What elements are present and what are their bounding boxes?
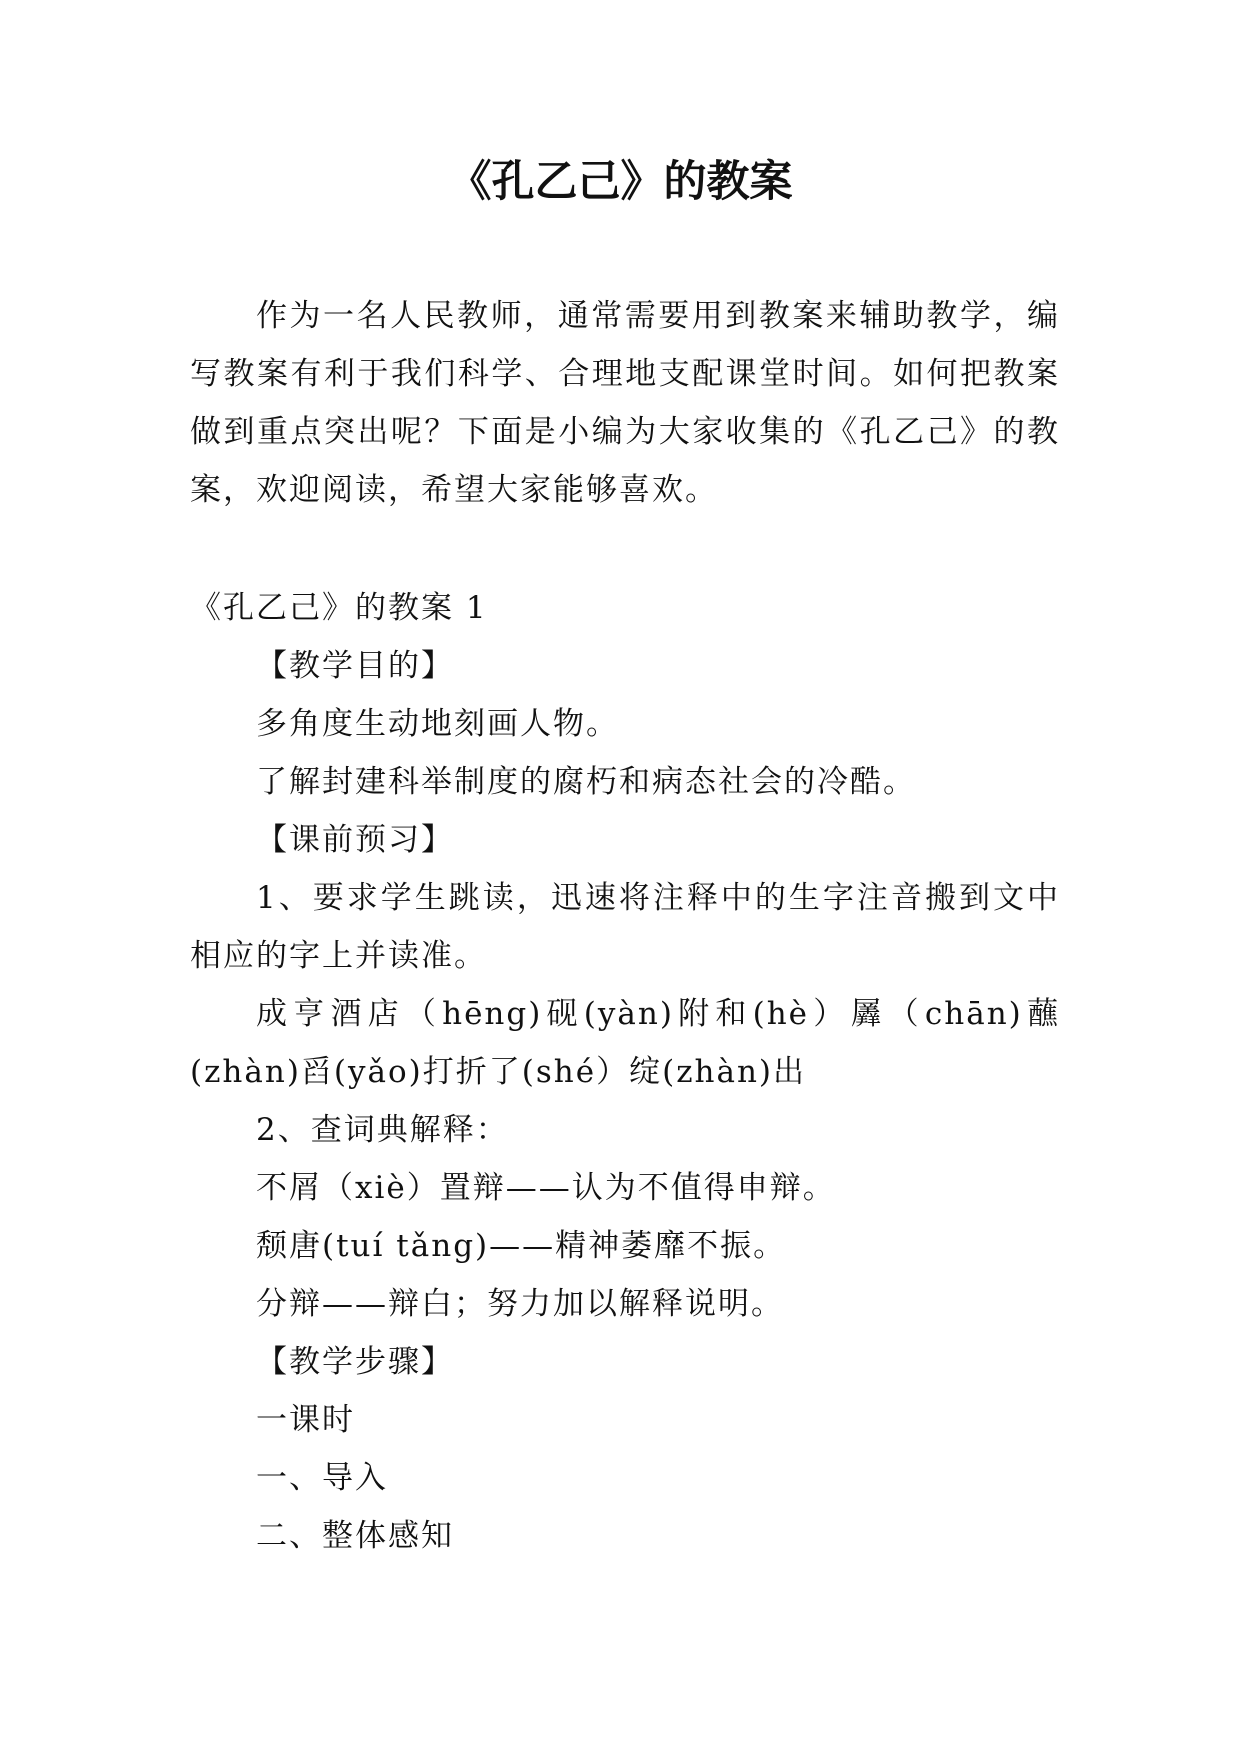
- heading-teaching-steps: 【教学步骤】: [256, 1344, 454, 1380]
- pinyin-list: 成亨酒店（hēng)砚(yàn)附和(hè）羼（chān)蘸(zhàn)舀(yǎo)打折了(shé）绽(zhàn)出: [190, 996, 1060, 1090]
- vocab-item: 颓唐(tuí tǎng)——精神萎靡不振。: [256, 1228, 787, 1264]
- step-item: 一、导入: [256, 1460, 388, 1496]
- intro-paragraph: 作为一名人民教师，通常需要用到教案来辅助教学，编写教案有利于我们科学、合理地支配课堂时间。如何把教案做到重点突出呢？下面是小编为大家收集的《孔乙己》的教案，欢迎阅读，希望大家能够喜欢。: [190, 298, 1060, 508]
- document-title: 《孔乙己》的教案: [448, 157, 793, 207]
- preview-item: 1、要求学生跳读，迅速将注释中的生字注音搬到文中相应的字上并读准。: [190, 880, 1060, 974]
- section-heading: 《孔乙己》的教案 1: [190, 590, 488, 626]
- goal-item: 了解封建科举制度的腐朽和病态社会的冷酷。: [256, 764, 916, 800]
- step-item: 一课时: [256, 1402, 355, 1438]
- vocab-item: 不屑（xiè）置辩——认为不值得申辩。: [256, 1170, 836, 1206]
- goal-item: 多角度生动地刻画人物。: [256, 706, 619, 742]
- step-item: 二、整体感知: [256, 1518, 454, 1554]
- heading-preview: 【课前预习】: [256, 822, 454, 858]
- lesson-plan-body: [190, 579, 1060, 1565]
- vocab-item: 分辩——辩白；努力加以解释说明。: [256, 1286, 784, 1322]
- preview-item: 2、查词典解释：: [256, 1112, 509, 1148]
- heading-teaching-goals: 【教学目的】: [256, 648, 454, 684]
